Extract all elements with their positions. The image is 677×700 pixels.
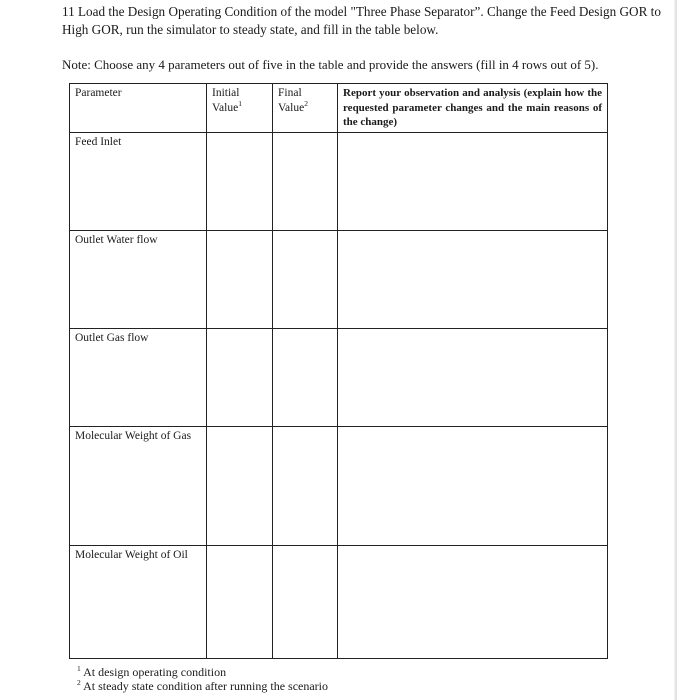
footnote-text: At design operating condition bbox=[83, 665, 227, 679]
table-row bbox=[70, 328, 608, 426]
report-cell[interactable] bbox=[338, 426, 608, 545]
parameter-cell: Feed Inlet bbox=[70, 132, 207, 230]
final-value-cell[interactable] bbox=[273, 132, 338, 230]
parameter-cell: Outlet Gas flow bbox=[70, 328, 207, 426]
footnote-mark: 1 bbox=[77, 664, 81, 673]
table-row bbox=[70, 230, 608, 328]
footnote-text: At steady state condition after running the scenario bbox=[83, 679, 329, 693]
table-header-row bbox=[70, 84, 608, 133]
header-final-label: Final Value bbox=[278, 87, 305, 114]
question-text: 11 Load the Design Operating Condition of the model "Three Phase Separator”. Change the Feed Design GOR to High GOR, run the simulator to steady state, and fill in the table below. bbox=[62, 4, 661, 37]
initial-value-cell[interactable] bbox=[207, 426, 273, 545]
final-value-cell[interactable] bbox=[273, 230, 338, 328]
footnote-ref-2: 2 bbox=[304, 98, 308, 108]
final-value-cell[interactable] bbox=[273, 426, 338, 545]
initial-value-cell[interactable] bbox=[207, 230, 273, 328]
table-row bbox=[70, 132, 608, 230]
note-text: Note: Choose any 4 parameters out of five in the table and provide the answers (fill in 4 rows out of 5). bbox=[62, 57, 599, 72]
report-cell[interactable] bbox=[338, 230, 608, 328]
footnote-2 bbox=[77, 679, 328, 693]
table-row bbox=[70, 426, 608, 545]
parameter-cell: Outlet Water flow bbox=[70, 230, 207, 328]
answer-table bbox=[69, 83, 608, 659]
footnote-1 bbox=[77, 665, 328, 679]
header-final-value bbox=[273, 84, 338, 133]
header-initial-value bbox=[207, 84, 273, 133]
report-cell[interactable] bbox=[338, 132, 608, 230]
final-value-cell[interactable] bbox=[273, 545, 338, 658]
table-row bbox=[70, 545, 608, 658]
header-initial-label: Initial Value bbox=[212, 87, 240, 114]
report-cell[interactable] bbox=[338, 328, 608, 426]
parameter-cell: Molecular Weight of Oil bbox=[70, 545, 207, 658]
footnote-mark: 2 bbox=[77, 678, 81, 687]
header-report: Report your observation and analysis (explain how the requested parameter changes and the main reasons of the change) bbox=[338, 84, 608, 133]
footnotes bbox=[77, 665, 328, 693]
final-value-cell[interactable] bbox=[273, 328, 338, 426]
initial-value-cell[interactable] bbox=[207, 328, 273, 426]
footnote-ref-1: 1 bbox=[238, 98, 242, 108]
report-cell[interactable] bbox=[338, 545, 608, 658]
header-parameter: Parameter bbox=[70, 84, 207, 133]
initial-value-cell[interactable] bbox=[207, 545, 273, 658]
parameter-cell: Molecular Weight of Gas bbox=[70, 426, 207, 545]
initial-value-cell[interactable] bbox=[207, 132, 273, 230]
